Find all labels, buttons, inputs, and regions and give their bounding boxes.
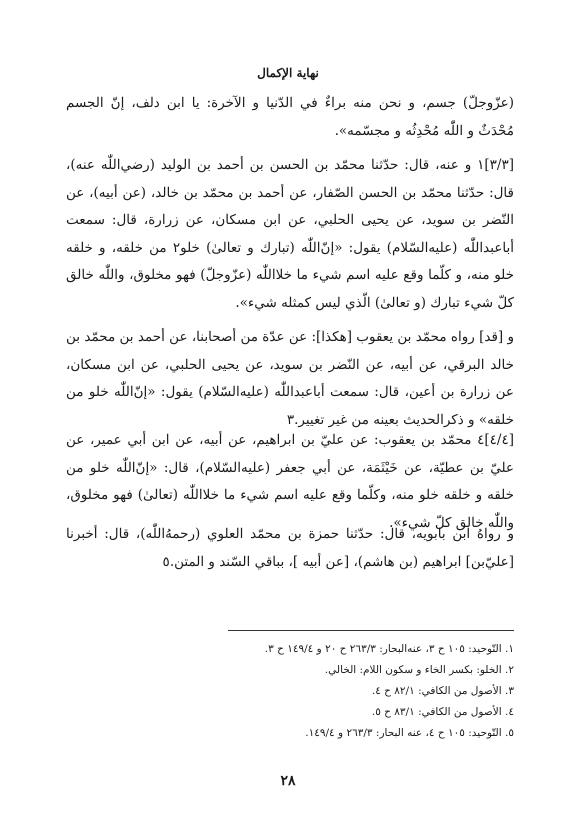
paragraph-4: [٤/٤]٤ محمّد بن يعقوب: عن عليّ بن ابراهيم، عن أبيه، عن ابن أبي عمير، عن عليّ بن عطيّة، عن خَيْثَمَة، عن أبي جعفر (عليه‌السّلام)، قال: «إنّ‌اللّٰه خلو من خلقه و خلقه خلو منه، وكلّما وقع عليه اسم شيء ما خلااللّٰه (تعالىٰ) فهو مخلوق، واللّٰه خالق كلّ شيء». [66,432,514,531]
paragraph-1: (عزّوجلّ) جسم، و نحن منه براءٌ في الدّنيا و الآخرة: يا ابن دلف، إنّ الجسم مُحْدَثٌ و اللّٰه مُحْدِثُه و مجسّمه». [66,95,514,139]
page-number: ٢٨ [280,773,296,789]
paragraph-3: و [قد] رواه محمّد بن يعقوب [هكذا]: عن عدّة من أصحابنا، عن أحمد بن محمّد بن خالد البرقي، عن أبيه، عن النّضر بن سويد، عن يحيى الحلبي، عن ابن مسكان، عن زرارة بن أعين، قال: سمعت أباعبداللّٰه (عليه‌السّلام) يقول: «إنّ‌اللّٰه خلو من خلقه» و ذكرالحديث بعينه من غير تغيير.٣ [66,329,514,428]
footnote-3: ٣. الأصول من الكافي: ٨٢/١ ح ٤. [371,685,514,697]
footnote-5: ٥. التّوحيد: ١٠٥ ح ٤، عنه البحار: ٢٦٣/٣ و ١٤٩/٤. [305,727,514,739]
footnote-2: ٢. الخلو: بكسر الخاء و سكون اللام: الخالي. [324,664,514,676]
running-header: نهاية الإكمال [257,66,319,80]
footnote-1: ١. التّوحيد: ١٠٥ ح ٣، عنه‌البحار: ٢٦٣/٣ ح ٢٠ و ١٤٩/٤ ح ٣. [264,643,514,655]
footnote-4: ٤. الأصول من الكافي: ٨٣/١ ح ٥. [371,706,514,718]
paragraph-2: [٣/٣]١ و عنه، قال: حدّثنا محمّد بن الحسن بن أحمد بن الوليد (رضي‌اللّٰه عنه)، قال: حدّثنا محمّد بن الحسن الصّفار، عن أحمد بن محمّد بن خالد، (عن أبيه)، عن النّضر بن سويد، عن يحيى الحلبي، عن ابن مسكان، عن زرارة، قال: سمعت أباعبداللّٰه (عليه‌السّلام) يقول: «إنّ‌اللّٰه (تبارك و تعالىٰ) خلو٢ من خلقه، و خلقه خلو منه، و كلّما وقع عليه اسم شيء ما خلااللّٰه (عزّوجلّ) فهو مخلوق، واللّٰه خالق كلّ شيء تبارك (و تعالىٰ) الّذي ليس كمثله شيء». [66,157,515,311]
paragraph-5: و رواهُ ابن بابويه، قال: حدّثنا حمزة بن محمّد العلوي (رحمهُ‌اللّٰه)، قال: أخبرنا [عليّ‌بن] ابراهيم (بن هاشم)، [عن أبيه ]، بباقي السّند و المتن.٥ [66,526,514,570]
footnote-divider [228,630,514,631]
